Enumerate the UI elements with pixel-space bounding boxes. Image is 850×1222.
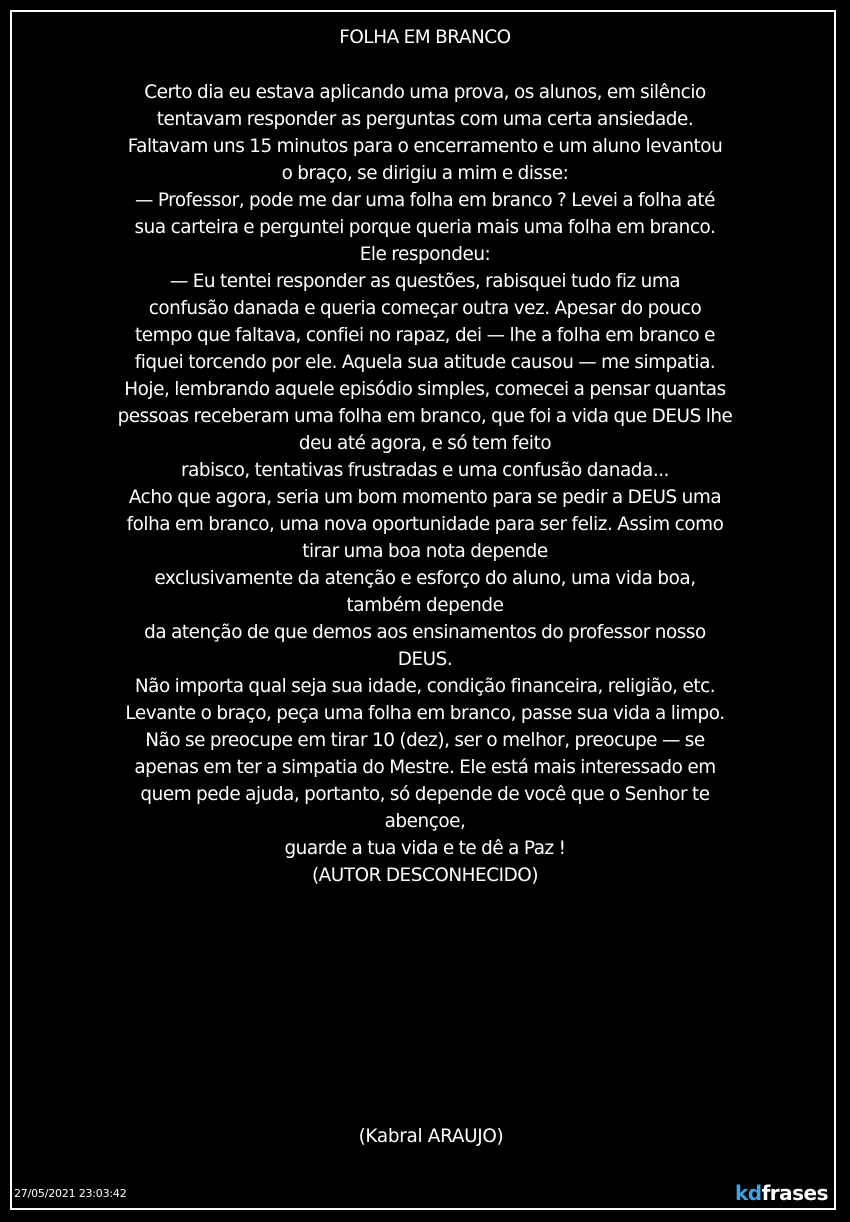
poem-line: abençoe, — [384, 811, 466, 832]
poem-line: DEUS. — [397, 649, 453, 670]
author-credit: (Kabral ARAUJO) — [358, 1126, 504, 1147]
poem-line: — Eu tentei responder as questões, rabisquei tudo fiz uma — [169, 271, 681, 292]
poem-line: Acho que agora, seria um bom momento para se pedir a DEUS uma — [128, 487, 722, 508]
poem-line: também depende — [346, 595, 504, 616]
poem-line: tirar uma boa nota depende — [302, 541, 548, 562]
poem-title: FOLHA EM BRANCO — [339, 27, 511, 48]
poem-line: o braço, se dirigiu a mim e disse: — [281, 163, 569, 184]
poem-line: Faltavam uns 15 minutos para o encerramento e um aluno levantou — [127, 136, 723, 157]
poem-line: folha em branco, uma nova oportunidade para ser feliz. Assim como — [126, 514, 724, 535]
poem-line: Levante o braço, peça uma folha em branco, passe sua vida a limpo. — [125, 703, 725, 724]
poem-line: pessoas receberam uma folha em branco, que foi a vida que DEUS lhe — [117, 406, 733, 427]
kdfrases-logo[interactable] — [735, 1181, 828, 1205]
poem-line: fiquei torcendo por ele. Aquela sua atitude causou — me simpatia. — [134, 352, 716, 373]
poem-line: quem pede ajuda, portanto, só depende de você que o Senhor te — [140, 784, 710, 805]
poem-line: — Professor, pode me dar uma folha em branco ? Levei a folha até — [134, 190, 715, 211]
logo-frases: frases — [761, 1181, 828, 1205]
timestamp: 27/05/2021 23:03:42 — [14, 1187, 127, 1200]
poem-line: tempo que faltava, confiei no rapaz, dei — lhe a folha em branco e — [134, 325, 715, 346]
poem-line: confusão danada e queria começar outra vez. Apesar do pouco — [148, 298, 702, 319]
logo-kd: kd — [734, 1181, 762, 1205]
poem-lines — [12, 79, 838, 889]
poem-line: Não importa qual seja sua idade, condição financeira, religião, etc. — [134, 676, 716, 697]
poem-line: Hoje, lembrando aquele episódio simples, comecei a pensar quantas — [124, 379, 726, 400]
poem-line: tentavam responder as perguntas com uma certa ansiedade. — [156, 109, 694, 130]
poem-line: Certo dia eu estava aplicando uma prova, os alunos, em silêncio — [144, 82, 706, 103]
poem-line: rabisco, tentativas frustradas e uma confusão danada... — [180, 460, 670, 481]
poem-line: Ele respondeu: — [359, 244, 491, 265]
poem-line: sua carteira e perguntei porque queria mais uma folha em branco. — [134, 217, 716, 238]
poem-line: guarde a tua vida e te dê a Paz ! — [284, 838, 566, 859]
blank-line — [12, 51, 838, 79]
poem-line: apenas em ter a simpatia do Mestre. Ele está mais interessado em — [134, 757, 716, 778]
poem-body — [12, 24, 838, 889]
poem-line: (AUTOR DESCONHECIDO) — [311, 865, 539, 886]
poem-line: Não se preocupe em tirar 10 (dez), ser o melhor, preocupe — se — [145, 730, 705, 751]
poem-line: da atenção de que demos aos ensinamentos do professor nosso — [144, 622, 706, 643]
poem-line: exclusivamente da atenção e esforço do aluno, uma vida boa, — [154, 568, 696, 589]
poem-line: deu até agora, e só tem feito — [298, 433, 552, 454]
